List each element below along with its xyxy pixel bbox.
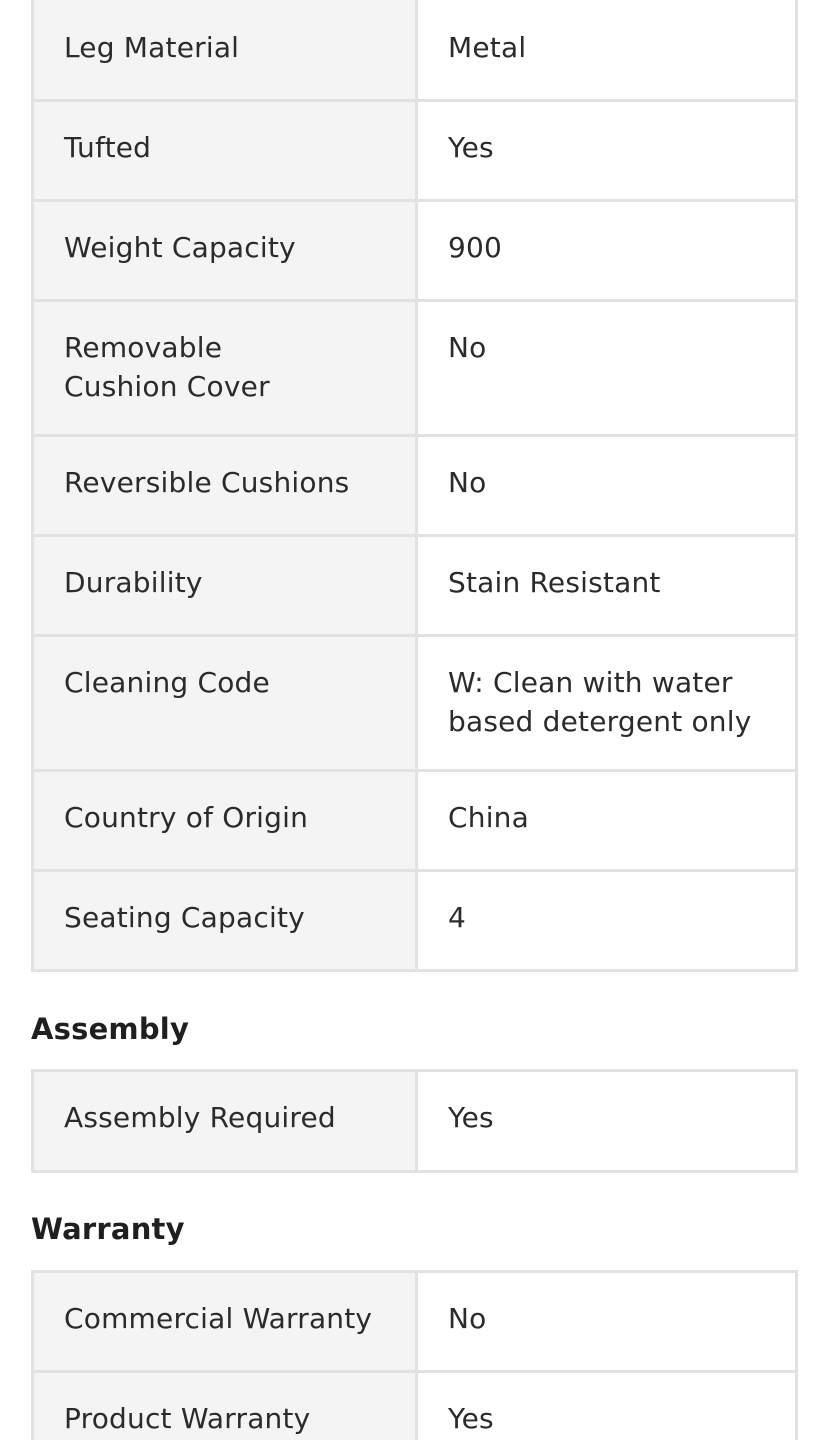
spec-value: No xyxy=(417,301,797,436)
spec-value: Yes xyxy=(417,1071,797,1172)
spec-value: Yes xyxy=(417,101,797,201)
spec-value: Metal xyxy=(417,0,797,101)
spec-row xyxy=(33,536,797,636)
spec-row xyxy=(33,771,797,871)
spec-row xyxy=(33,101,797,201)
spec-row xyxy=(33,871,797,971)
spec-label: Commercial Warranty xyxy=(33,1272,417,1372)
spec-row xyxy=(33,1372,797,1440)
assembly-spec-table xyxy=(31,1069,798,1173)
spec-label: Weight Capacity xyxy=(33,201,417,301)
spec-value: Stain Resistant xyxy=(417,536,797,636)
spec-row xyxy=(33,0,797,101)
spec-label: Leg Material xyxy=(33,0,417,101)
section-title-assembly: Assembly xyxy=(31,1012,190,1046)
spec-label: Tufted xyxy=(33,101,417,201)
spec-row xyxy=(33,201,797,301)
spec-value: China xyxy=(417,771,797,871)
details-spec-table xyxy=(31,0,798,972)
spec-value: No xyxy=(417,1272,797,1372)
spec-label: Seating Capacity xyxy=(33,871,417,971)
spec-value: 900 xyxy=(417,201,797,301)
spec-row xyxy=(33,636,797,771)
spec-row xyxy=(33,301,797,436)
spec-label: Reversible Cushions xyxy=(33,436,417,536)
spec-label: Removable Cushion Cover xyxy=(33,301,417,436)
spec-row xyxy=(33,1071,797,1172)
spec-value: Yes xyxy=(417,1372,797,1440)
warranty-spec-table xyxy=(31,1270,798,1440)
spec-label: Cleaning Code xyxy=(33,636,417,771)
spec-label: Assembly Required xyxy=(33,1071,417,1172)
section-title-warranty: Warranty xyxy=(31,1212,185,1246)
spec-label: Product Warranty xyxy=(33,1372,417,1440)
spec-row xyxy=(33,436,797,536)
spec-row xyxy=(33,1272,797,1372)
spec-value: No xyxy=(417,436,797,536)
spec-label: Durability xyxy=(33,536,417,636)
spec-label: Country of Origin xyxy=(33,771,417,871)
spec-value: 4 xyxy=(417,871,797,971)
spec-value: W: Clean with water based detergent only xyxy=(417,636,797,771)
